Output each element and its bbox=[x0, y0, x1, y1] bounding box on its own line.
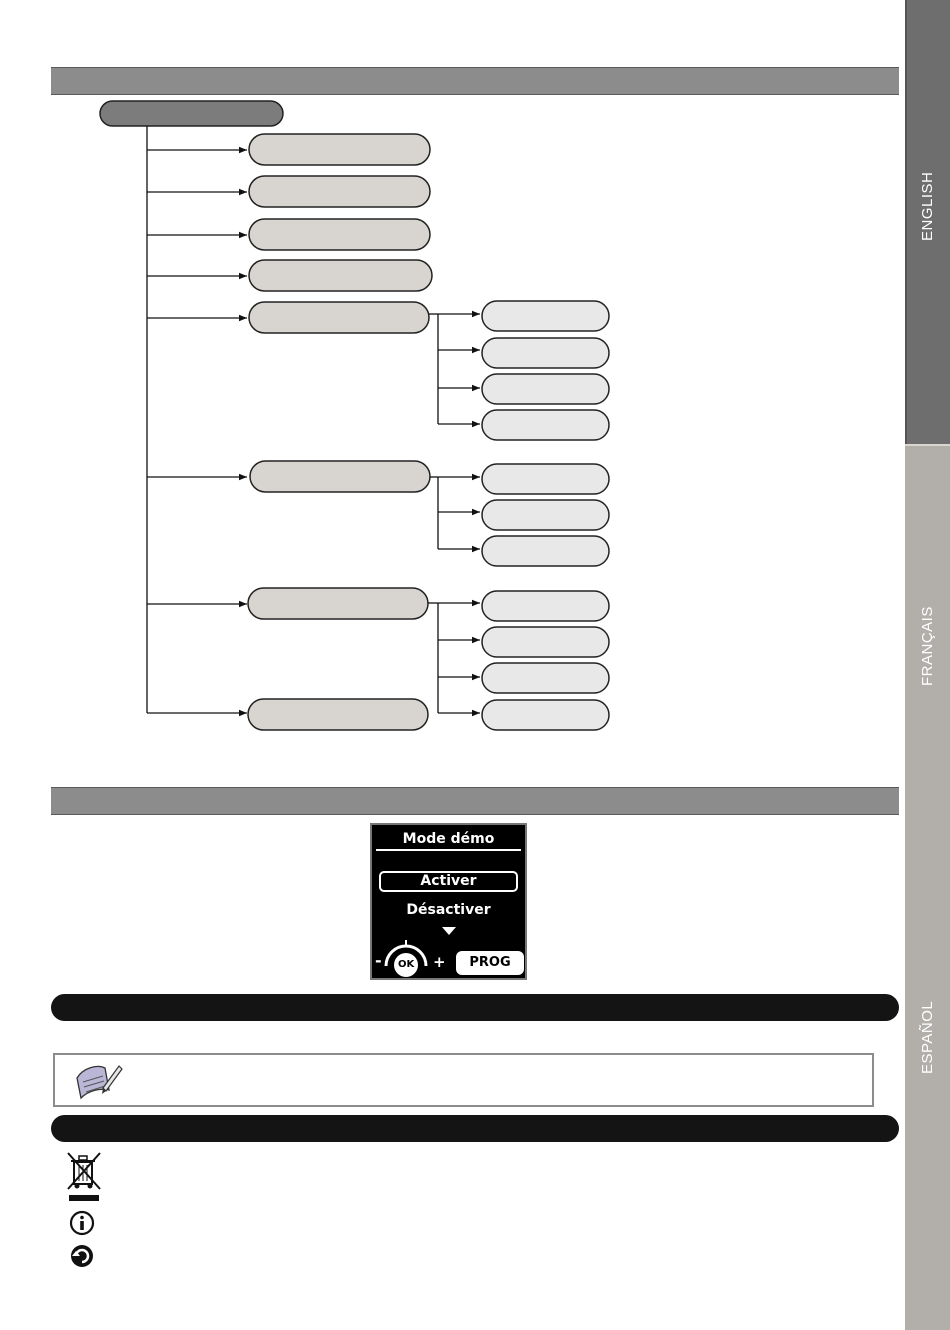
lcd-title: Mode démo bbox=[402, 831, 495, 847]
return-arrow-icon bbox=[69, 1243, 95, 1269]
tree-level2-node bbox=[482, 338, 609, 368]
lcd-prog-button[interactable]: PROG bbox=[456, 951, 524, 975]
tree-level1-node bbox=[250, 461, 430, 492]
tab-separator bbox=[905, 444, 950, 446]
tree-level2-node bbox=[482, 464, 609, 494]
lcd-option-activate[interactable]: Activer bbox=[379, 871, 518, 892]
lcd-option-deactivate[interactable]: Désactiver bbox=[406, 902, 491, 918]
tree-level2-node bbox=[482, 374, 609, 404]
tree-level2-node bbox=[482, 663, 609, 693]
lcd-plus-label: + bbox=[433, 953, 446, 971]
info-icon bbox=[69, 1210, 95, 1236]
tab-francais-label: FRANÇAIS bbox=[919, 606, 936, 686]
tab-espanol-label: ESPAÑOL bbox=[919, 1000, 936, 1074]
tab-francais-strip[interactable] bbox=[905, 444, 950, 1330]
tree-level1-node bbox=[249, 134, 430, 165]
tree-level2-node bbox=[482, 591, 609, 621]
crossed-bin-icon bbox=[66, 1151, 102, 1203]
lcd-ok-label: OK bbox=[398, 959, 415, 970]
tree-level2-node bbox=[482, 301, 609, 331]
section-pill-bar bbox=[51, 1115, 899, 1142]
tree-level1-node bbox=[249, 260, 432, 291]
lcd-scroll-down-icon bbox=[442, 927, 456, 936]
tree-level1-node bbox=[249, 219, 430, 250]
tree-level2-node bbox=[482, 627, 609, 657]
lcd-minus-label: - bbox=[375, 951, 382, 970]
note-pencil-icon bbox=[73, 1060, 125, 1100]
tree-level2-node bbox=[482, 536, 609, 566]
tree-level1-node bbox=[248, 699, 428, 730]
tree-level2-node bbox=[482, 410, 609, 440]
tab-english-label: ENGLISH bbox=[919, 171, 936, 241]
demo-mode-lcd-screen bbox=[370, 823, 527, 980]
tree-level2-node bbox=[482, 500, 609, 530]
lcd-title-divider bbox=[376, 849, 521, 851]
section-header-bar-demo bbox=[51, 787, 899, 815]
note-box bbox=[53, 1053, 874, 1107]
tree-level2-node bbox=[482, 700, 609, 730]
tree-level1-node bbox=[249, 302, 429, 333]
tree-level1-node bbox=[249, 176, 430, 207]
tree-root-node bbox=[100, 101, 283, 126]
section-pill-bar bbox=[51, 994, 899, 1021]
tree-level1-node bbox=[248, 588, 428, 619]
